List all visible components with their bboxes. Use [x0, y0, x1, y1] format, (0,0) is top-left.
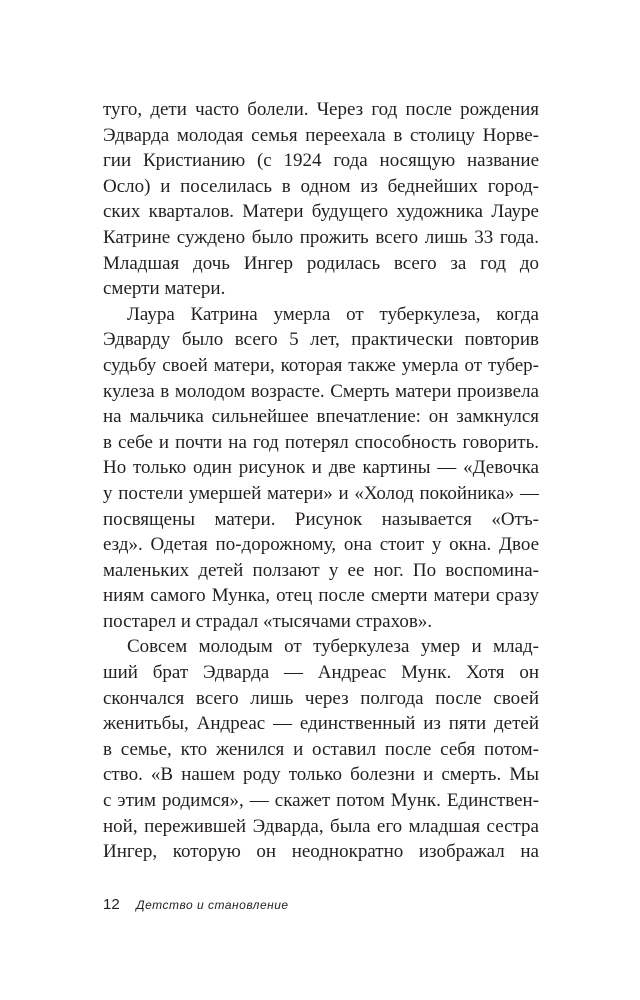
running-title: Детство и становление	[136, 898, 289, 912]
text-line: в семье, кто женился и оставил после себя потом-	[103, 738, 539, 760]
text-line: у постели умершей матери» и «Холод покойника» —	[103, 482, 539, 504]
text-line: постарел и страдал «тысячами страхов».	[103, 610, 433, 632]
text-line: смерти матери.	[103, 278, 226, 300]
text-line: на мальчика сильнейшее впечатление: он замкнулся	[103, 406, 539, 428]
text-line: Совсем молодым от туберкулеза умер и млад-	[127, 636, 539, 658]
paragraph	[103, 302, 539, 635]
text-line: скончался всего лишь через полгода после своей	[103, 687, 539, 709]
text-line: гии Кристианию (с 1924 года носящую название	[103, 150, 539, 172]
text-line: Лаура Катрина умерла от туберкулеза, когда	[127, 303, 539, 325]
page-number: 12	[103, 896, 120, 913]
text-line: ниям самого Мунка, отец после смерти матери сразу	[103, 585, 539, 607]
text-line: езд». Одетая по-дорожному, она стоит у окна. Двое	[103, 534, 539, 556]
text-line: с этим родимся», — скажет потом Мунк. Единствен-	[103, 790, 539, 812]
text-line: ной, пережившей Эдварда, была его младшая сестра	[103, 815, 539, 837]
body-text	[103, 97, 539, 865]
page-footer	[103, 896, 289, 914]
text-line: кулеза в молодом возрасте. Смерть матери произвела	[103, 380, 539, 402]
text-line: Эдварда молодая семья переехала в столицу Норве-	[103, 124, 539, 146]
text-line: ство. «В нашем роду только болезни и смерть. Мы	[103, 764, 539, 786]
text-line: Младшая дочь Ингер родилась всего за год до	[103, 252, 539, 274]
text-line: Эдварду было всего 5 лет, практически повторив	[103, 329, 539, 351]
text-line: женитьбы, Андреас — единственный из пяти детей	[103, 713, 539, 735]
text-line: ший брат Эдварда — Андреас Мунк. Хотя он	[103, 662, 539, 684]
text-line: маленьких детей ползают у ее ног. По воспомина-	[103, 559, 539, 581]
text-line: Ингер, которую он неоднократно изображал на	[103, 841, 539, 863]
text-line: судьбу своей матери, которая также умерла от тубер-	[103, 354, 539, 376]
text-line: ских кварталов. Матери будущего художника Лауре	[103, 201, 539, 223]
paragraph	[103, 634, 539, 864]
paragraph	[103, 97, 539, 302]
text-line: Осло) и поселилась в одном из беднейших город-	[103, 175, 539, 197]
text-line: посвящены матери. Рисунок называется «Отъ-	[103, 508, 539, 530]
text-line: Катрине суждено было прожить всего лишь 33 года.	[103, 226, 539, 248]
text-line: туго, дети часто болели. Через год после рождения	[103, 99, 539, 120]
text-line: в себе и почти на год потерял способность говорить.	[103, 431, 539, 453]
text-line: Но только один рисунок и две картины — «Девочка	[103, 457, 539, 479]
